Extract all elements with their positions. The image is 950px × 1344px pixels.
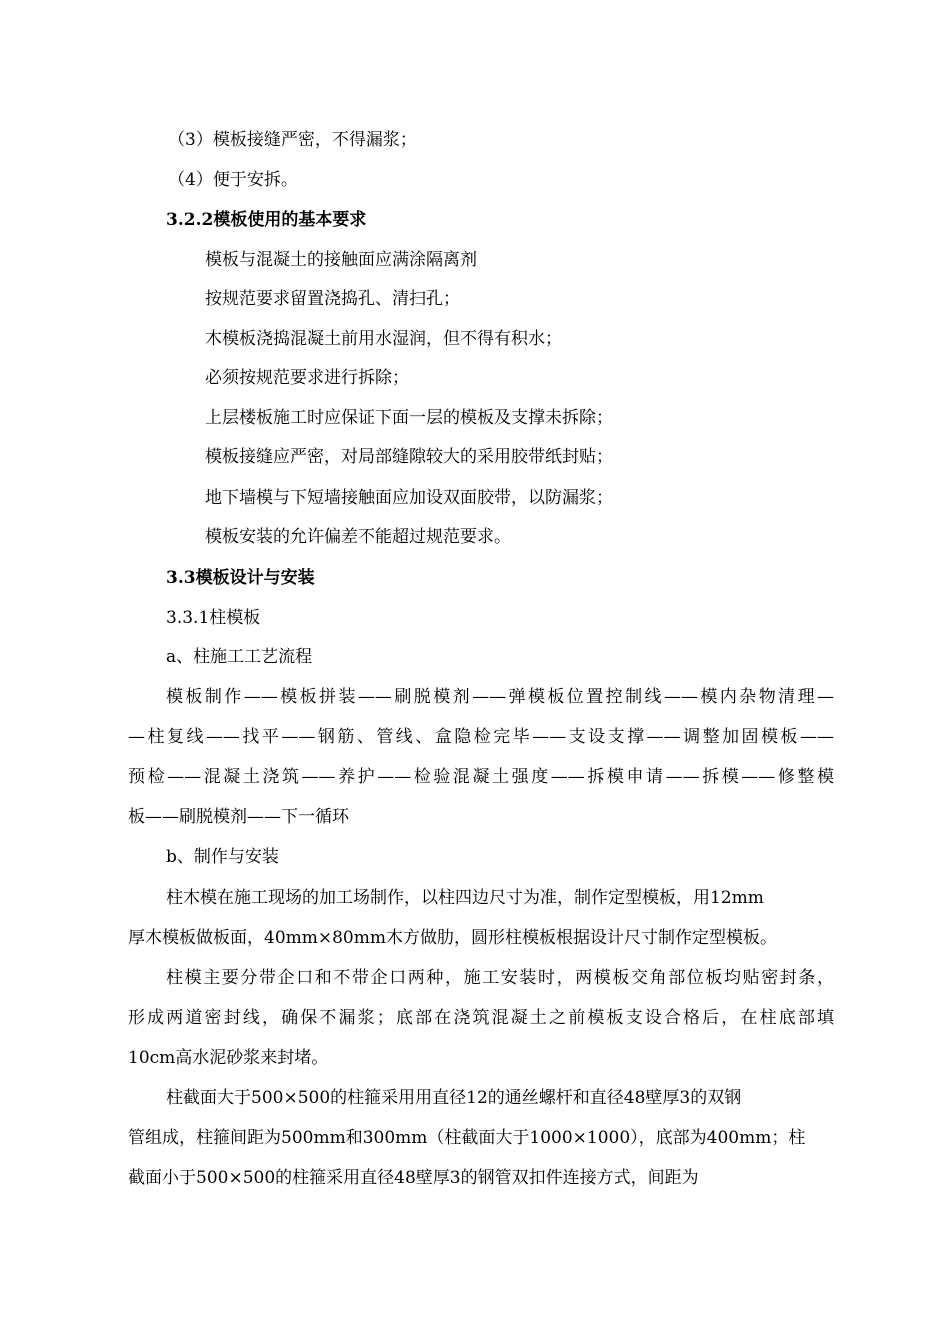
flow-line: 模板制作——模板拼装——刷脱模剂——弹模板位置控制线——模内杂物清理—	[166, 687, 834, 707]
list-item-3: （3）模板接缝严密，不得漏浆；	[168, 130, 417, 150]
requirement-item: 按规范要求留置浇捣孔、清扫孔；	[205, 289, 460, 309]
requirement-item: 模板与混凝土的接触面应满涂隔离剂	[205, 250, 477, 270]
paragraph-line: 管组成，柱箍间距为500mm和300mm（柱截面大于1000×1000），底部为400mm；柱	[128, 1128, 806, 1148]
subsection-heading-3-3-1: 3.3.1柱模板	[166, 608, 261, 628]
part-b-heading: b、制作与安装	[166, 847, 279, 867]
requirement-item: 上层楼板施工时应保证下面一层的模板及支撑未拆除；	[205, 408, 613, 428]
requirement-item: 地下墙模与下短墙接触面应加设双面胶带，以防漏浆；	[205, 488, 613, 508]
paragraph-line: 10cm高水泥砂浆来封堵。	[128, 1048, 329, 1068]
paragraph-line: 截面小于500×500的柱箍采用直径48壁厚3的钢管双扣件连接方式，间距为	[128, 1168, 699, 1188]
paragraph-line: 柱模主要分带企口和不带企口两种，施工安装时，两模板交角部位板均贴密封条，	[166, 968, 834, 988]
requirement-item: 必须按规范要求进行拆除；	[205, 368, 409, 388]
requirement-item: 木模板浇捣混凝土前用水湿润，但不得有积水；	[205, 329, 562, 349]
paragraph-line: 柱截面大于500×500的柱箍采用用直径12的通丝螺杆和直径48壁厚3的双钢	[166, 1088, 742, 1108]
requirement-item: 模板安装的允许偏差不能超过规范要求。	[205, 527, 511, 547]
paragraph-line: 形成两道密封线，确保不漏浆；底部在浇筑混凝土之前模板支设合格后，在柱底部填	[128, 1008, 834, 1028]
part-a-heading: a、柱施工工艺流程	[166, 647, 313, 667]
paragraph-line: 柱木模在施工现场的加工场制作，以柱四边尺寸为准，制作定型模板，用12mm	[166, 888, 764, 908]
list-item-4: （4）便于安拆。	[168, 170, 298, 190]
flow-line: 板——刷脱模剂——下一循环	[128, 807, 349, 827]
paragraph-line: 厚木模板做板面，40mm×80mm木方做肋，圆形柱模板根据设计尺寸制作定型模板。	[128, 928, 777, 948]
section-heading-3-3: 3.3模板设计与安装	[166, 568, 315, 588]
section-heading-3-2-2: 3.2.2模板使用的基本要求	[166, 210, 367, 230]
flow-line: 预检——混凝土浇筑——养护——检验混凝土强度——拆模申请——拆模——修整模	[128, 767, 834, 787]
requirement-item: 模板接缝应严密，对局部缝隙较大的采用胶带纸封贴；	[205, 447, 613, 467]
flow-line: —柱复线——找平——钢筋、管线、盒隐检完毕——支设支撑——调整加固模板——	[128, 727, 834, 747]
